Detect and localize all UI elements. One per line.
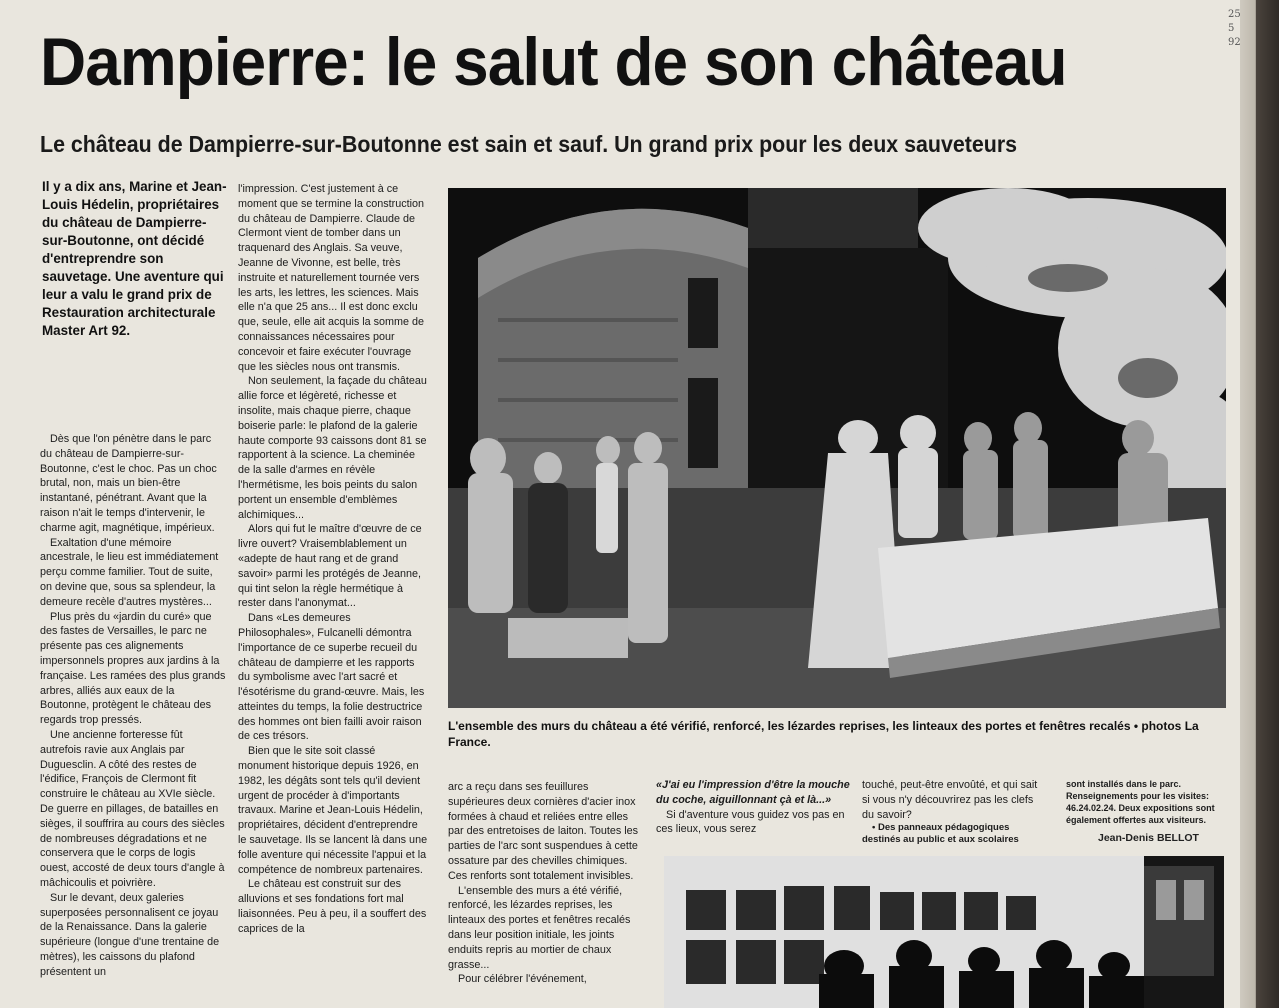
lead-paragraph: Il y a dix ans, Marine et Jean-Louis Hédelin, propriétaires du château de Dampierre-sur-Boutonne, ont décidé d'entreprendre son sauvetage. Une aventure qui leur a valu le grand prix de Restauration architecturale Master Art 92.: [42, 179, 227, 338]
paragraph: Pour célébrer l'événement,: [458, 973, 587, 986]
paragraph: arc a reçu dans ses feuillures supérieures deux cornières d'acier inox formées à chaud et reliées entre elles par des entretoises de laiton. Toutes les parties de l'arc sont suspendues à cette ossature par des chevilles chimiques. Ces renforts sont totalement invisibles.: [448, 781, 639, 882]
paragraph: L'ensemble des murs a été vérifié, renforcé, les lézardes reprises, les linteaux des portes et fenêtres recalés dans leur position initiale, les joints enduits repris au mortier de chaux grasse...: [448, 884, 631, 971]
paragraph: Non seulement, la façade du château allie force et légèreté, richesse et insolite, mais chaque pierre, chaque boiserie parle: le plafond de la galerie haute comporte 93 caissons dont 81 se rapportent à la science. La cheminée de la salle d'armes en révèle l'hermétisme, les bois peints du salon portent un ensemble d'emblèmes alchimiques...: [238, 375, 427, 521]
exhibition-photo: [664, 856, 1224, 1008]
paragraph: Si d'aventure vous guidez vos pas en ces lieux, vous serez: [656, 808, 845, 836]
paragraph: l'impression. C'est justement à ce moment que se termine la construction du château de Dampierre. Claude de Clermont vient de tomber dans un traquenard des Anglais. Sa veuve, Jeanne de Vivonne, est belle, très instruite et naturellement tournée vers les arts, les lettres, les sciences. Mais elle n'a que 25 ans... Il est donc exclu que, seule, elle ait acquis la somme de connaissances nécessaires pour concevoir et faire exécuter l'ouvrage que les siècles nous ont transmis.: [238, 183, 425, 373]
binder-edge: [1240, 0, 1279, 1008]
info-note: • Des panneaux pédagogiques destinés au public et aux scolaires: [862, 822, 1019, 846]
article-column-2: [238, 182, 428, 1008]
article-column-5: [862, 778, 1048, 868]
paragraph: Plus près du «jardin du curé» que des fastes de Versailles, le parc ne présente pas ces alignements impersonnels propres aux jardins à la française. Les ramées des plus grands arbres, alliés aux eaux de la Boutonne, protègent le château des regards trop pressés.: [40, 610, 226, 727]
paragraph: Alors qui fut le maître d'œuvre de ce livre ouvert? Vraisemblablement un «adepte de haut rang et de grand savoir» parmi les protégés de Jeanne, qui tint selon la règle hermétique à rester dans l'anonymat...: [238, 523, 422, 610]
photo-caption: L'ensemble des murs du château a été vérifié, renforcé, les lézardes reprises, les linteaux des portes et fenêtres recalés • photos La France.: [448, 719, 1199, 749]
paragraph: Dans «Les demeures Philosophales», Fulcanelli démontra l'importance de ce superbe recueil du château de dampierre et les rapports du symbolisme avec l'art sacré et l'ésotérisme du grand-œuvre. Mais, les atteintes du temps, la folie destructrice des hommes ont bien failli avoir raison de ces trésors.: [238, 612, 425, 743]
info-note: sont installés dans le parc. Renseignements pour les visites: 46.24.02.24. Deux expositions sont également offertes aux visiteurs.: [1066, 779, 1215, 825]
paragraph: Une ancienne forteresse fût autrefois ravie aux Anglais par Duguesclin. A côté des restes de l'édifice, François de Clermont fit construire le château au XVIe siècle. De guerre en pillages, de batailles en sièges, il souffrira au cours des siècles de nombreuses dégradations et ne conservera que le corps de logis ouest, accosté de deux tours d'angle à mâchicoulis et poivrière.: [40, 728, 225, 889]
paragraph: touché, peut-être envoûté, et qui sait si vous n'y découvrirez pas les clefs du savoir?: [862, 779, 1038, 821]
photo-illustration: [448, 188, 1226, 708]
pull-quote-text: «J'ai eu l'impression d'être la mouche du coche, aiguillonnant çà et là...»: [656, 779, 850, 806]
handwritten-date-note: 25 5 92: [1228, 9, 1241, 48]
author-signature: Jean-Denis BELLOT: [1098, 832, 1199, 844]
article-column-3: [448, 780, 644, 1008]
paragraph: Sur le devant, deux galeries superposées personnalisent ce joyau de la Renaissance. Dans la galerie supérieure (longue d'une trentaine de mètres), les caissons du plafond présentent un: [40, 891, 220, 978]
paragraph: Bien que le site soit classé monument historique depuis 1926, en 1982, les dégâts sont tels qu'il devient urgent de procéder à d'importants travaux. Marine et Jean-Louis Hédelin, propriétaires, décident d'entreprendre le sauvetage. Ils se lancent là dans une folle aventure qui nécessite l'appui et la compétence de nombreux partenaires.: [238, 745, 428, 876]
paragraph: Le château est construit sur des alluvions et ses fondations fort mal liaisonnées. Peu à peu, il a souffert des caprices de la: [238, 878, 427, 935]
exhibition-illustration: [664, 856, 1224, 1008]
paragraph: Dès que l'on pénètre dans le parc du château de Dampierre-sur-Boutonne, c'est le choc. Pas un choc brutal, non, mais un bien-être instantané, pénétrant. Avant que la raison n'ait le temps d'intervenir, le charme agit, magnétique, impérieux.: [40, 433, 217, 534]
headline: Dampierre: le salut de son château: [40, 24, 1067, 100]
article-column-6: [1066, 778, 1226, 838]
paragraph: Exaltation d'une mémoire ancestrale, le lieu est immédiatement perçu comme familier. Tout de suite, on devine que, sous sa splendeur, la demeure recèle d'autres mystères...: [40, 536, 219, 608]
pull-quote: [656, 778, 852, 808]
article-column-1: [40, 432, 226, 1008]
subheadline: Le château de Dampierre-sur-Boutonne est sain et sauf. Un grand prix pour les deux sauveteurs: [40, 131, 1018, 157]
castle-garden-photo: [448, 188, 1226, 708]
